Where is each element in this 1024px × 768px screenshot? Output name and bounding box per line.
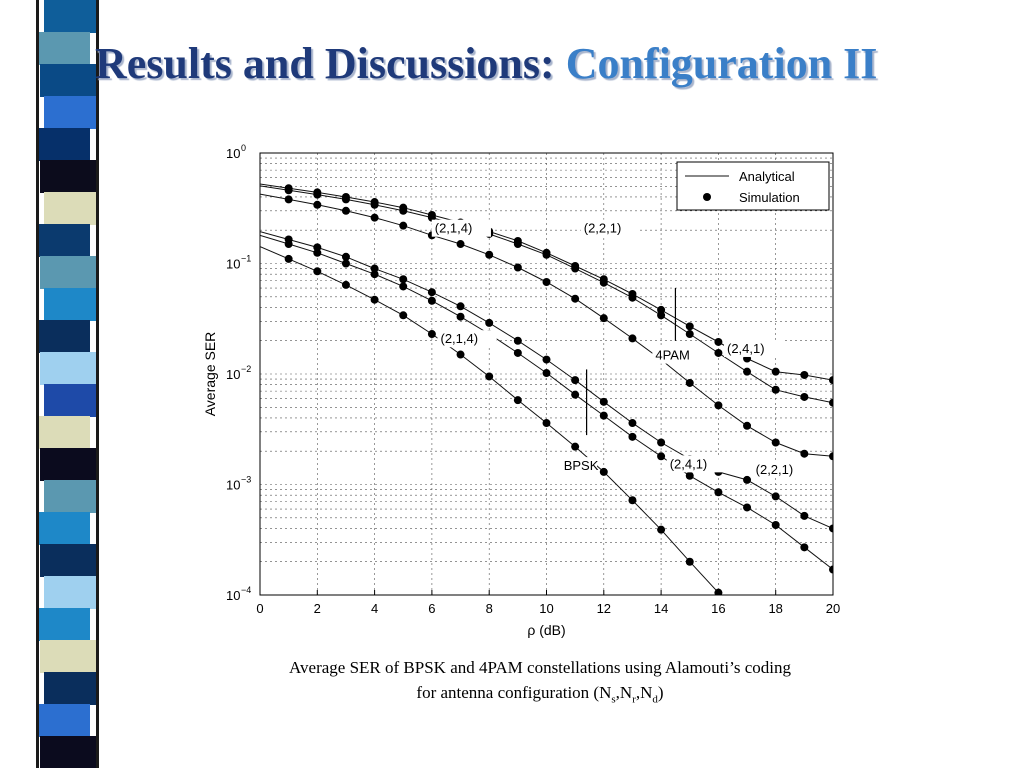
simulation-point: [285, 255, 293, 263]
simulation-point: [714, 349, 722, 357]
annotation-label: (2,1,4): [440, 331, 479, 347]
stripe-band: [34, 128, 90, 161]
simulation-point: [428, 330, 436, 338]
simulation-point: [829, 524, 837, 532]
simulation-point: [342, 195, 350, 203]
simulation-point: [514, 349, 522, 357]
stripe-margin: [98, 0, 110, 768]
y-tick-exponent: −2: [241, 364, 252, 374]
simulation-point: [800, 393, 808, 401]
y-tick-exponent: −3: [241, 474, 252, 485]
caption-prefix: for antenna configuration (N: [416, 683, 612, 702]
x-tick-label: 10: [539, 601, 554, 616]
simulation-point: [371, 296, 379, 304]
annotation-label: (2,2,1): [583, 220, 622, 236]
y-tick-exponent: −1: [241, 253, 252, 264]
simulation-point: [743, 476, 751, 484]
simulation-point: [514, 396, 522, 404]
simulation-point: [657, 452, 665, 460]
simulation-point: [600, 398, 608, 406]
annotation-label: (2,1,4): [434, 220, 473, 236]
simulation-point: [829, 376, 837, 384]
annotation-label: (2,4,1): [726, 340, 765, 356]
legend-item-label: Simulation: [739, 190, 800, 205]
simulation-point: [743, 422, 751, 430]
stripe-band: [44, 96, 100, 129]
figure-caption: [200, 655, 880, 712]
simulation-point: [800, 450, 808, 458]
simulation-point: [571, 265, 579, 273]
simulation-point: [399, 275, 407, 283]
y-tick-exponent: −4: [241, 585, 252, 595]
simulation-point: [457, 313, 465, 321]
annotation-label: 4PAM: [655, 347, 690, 363]
simulation-point: [686, 558, 694, 566]
slide-title-accent: Configuration II: [565, 39, 878, 88]
caption-sep-1: ,N: [615, 683, 633, 702]
x-tick-label: 8: [485, 601, 493, 616]
x-axis-label: ρ (dB): [527, 622, 566, 638]
legend-marker-swatch: [703, 193, 711, 201]
simulation-point: [485, 372, 493, 380]
stripe-band: [40, 352, 96, 385]
simulation-point: [285, 240, 293, 248]
simulation-point: [800, 512, 808, 520]
simulation-point: [600, 468, 608, 476]
simulation-point: [628, 419, 636, 427]
simulation-point: [686, 379, 694, 387]
stripe-band: [44, 384, 100, 417]
simulation-point: [342, 207, 350, 215]
stripe-band: [44, 672, 100, 705]
simulation-point: [313, 201, 321, 209]
stripe-edge: [96, 0, 99, 768]
stripe-edge: [36, 0, 39, 768]
simulation-point: [514, 337, 522, 345]
simulation-point: [686, 472, 694, 480]
simulation-point: [829, 452, 837, 460]
caption-sub-r: r: [632, 693, 636, 706]
annotation-label: (2,4,1): [669, 456, 708, 472]
stripe-band: [34, 32, 90, 65]
simulation-point: [543, 356, 551, 364]
simulation-point: [485, 319, 493, 327]
y-tick-label: 10: [226, 256, 241, 272]
simulation-point: [313, 249, 321, 257]
x-tick-label: 14: [653, 601, 669, 616]
caption-line-2: [200, 680, 880, 712]
simulation-point: [628, 294, 636, 302]
x-tick-label: 0: [256, 601, 264, 616]
simulation-point: [600, 279, 608, 287]
side-stripe-decoration: [0, 0, 110, 768]
simulation-point: [686, 322, 694, 330]
simulation-point: [285, 186, 293, 194]
simulation-point: [686, 330, 694, 338]
stripe-band: [44, 288, 100, 321]
simulation-point: [313, 191, 321, 199]
simulation-point: [543, 278, 551, 286]
simulation-point: [514, 240, 522, 248]
simulation-point: [543, 419, 551, 427]
caption-sub-s: s: [611, 693, 616, 706]
x-tick-label: 12: [596, 601, 612, 616]
y-tick-label: 10: [226, 146, 241, 161]
annotation-label: BPSK: [563, 458, 599, 474]
simulation-point: [571, 295, 579, 303]
simulation-point: [657, 438, 665, 446]
stripe-band: [40, 736, 96, 768]
simulation-point: [743, 503, 751, 511]
simulation-point: [829, 399, 837, 407]
simulation-point: [772, 368, 780, 376]
simulation-point: [772, 386, 780, 394]
simulation-point: [800, 371, 808, 379]
stripe-band: [40, 256, 96, 289]
y-tick-exponent: 0: [241, 143, 247, 153]
stripe-band: [44, 480, 100, 513]
stripe-band: [34, 224, 90, 257]
simulation-point: [829, 566, 837, 574]
simulation-point: [800, 543, 808, 551]
simulation-point: [628, 433, 636, 441]
y-axis-label: Average SER: [202, 331, 218, 417]
simulation-point: [371, 214, 379, 222]
stripe-band: [40, 160, 96, 193]
simulation-point: [428, 297, 436, 305]
simulation-point: [399, 311, 407, 319]
simulation-point: [457, 351, 465, 359]
simulation-point: [714, 338, 722, 346]
simulation-point: [600, 412, 608, 420]
simulation-point: [571, 443, 579, 451]
stripe-band: [40, 640, 96, 673]
simulation-point: [371, 270, 379, 278]
stripe-band: [34, 416, 90, 449]
stripe-band: [34, 320, 90, 353]
stripe-band: [34, 512, 90, 545]
y-tick-label: 10: [226, 367, 241, 382]
stripe-band: [34, 704, 90, 737]
legend: [677, 162, 829, 210]
simulation-point: [514, 264, 522, 272]
x-tick-label: 16: [711, 601, 726, 616]
stripe-band: [44, 192, 100, 225]
simulation-point: [714, 401, 722, 409]
annotation-label: (2,2,1): [755, 461, 794, 477]
x-tick-label: 20: [825, 601, 841, 616]
simulation-point: [313, 267, 321, 275]
stripe-band: [40, 544, 96, 577]
caption-sep-2: ,N: [635, 683, 653, 702]
simulation-point: [743, 368, 751, 376]
legend-item-label: Analytical: [739, 169, 795, 184]
simulation-point: [485, 251, 493, 259]
x-tick-label: 6: [428, 601, 436, 616]
simulation-point: [714, 488, 722, 496]
simulation-point: [628, 334, 636, 342]
simulation-point: [399, 222, 407, 230]
simulation-point: [571, 391, 579, 399]
simulation-point: [342, 281, 350, 289]
simulation-point: [772, 492, 780, 500]
x-tick-label: 2: [313, 601, 321, 616]
x-tick-label: 18: [768, 601, 783, 616]
x-tick-label: 4: [370, 601, 379, 616]
y-tick-label: 10: [226, 588, 241, 603]
slide-title-main: Results and Discussions:: [95, 39, 555, 88]
simulation-point: [399, 207, 407, 215]
simulation-point: [600, 314, 608, 322]
stripe-band: [44, 0, 100, 33]
simulation-point: [457, 240, 465, 248]
simulation-point: [543, 369, 551, 377]
simulation-point: [657, 526, 665, 534]
stripe-margin: [0, 0, 36, 768]
simulation-point: [342, 260, 350, 268]
stripe-band: [40, 64, 96, 97]
simulation-point: [285, 195, 293, 203]
simulation-point: [457, 302, 465, 310]
simulation-point: [543, 251, 551, 259]
stripe-band: [44, 576, 100, 609]
simulation-point: [772, 438, 780, 446]
simulation-point: [371, 201, 379, 209]
caption-sub-d: d: [652, 693, 658, 706]
caption-line-1: Average SER of BPSK and 4PAM constellations using Alamouti’s coding: [289, 658, 791, 677]
simulation-point: [571, 376, 579, 384]
simulation-point: [399, 282, 407, 290]
ser-chart: [190, 135, 860, 640]
slide-title: [95, 38, 1020, 89]
simulation-point: [428, 288, 436, 296]
caption-suffix: ): [657, 683, 664, 702]
simulation-point: [772, 521, 780, 529]
stripe-band: [34, 608, 90, 641]
simulation-point: [657, 311, 665, 319]
y-tick-label: 10: [226, 477, 241, 493]
stripe-band: [40, 448, 96, 481]
simulation-point: [628, 496, 636, 504]
